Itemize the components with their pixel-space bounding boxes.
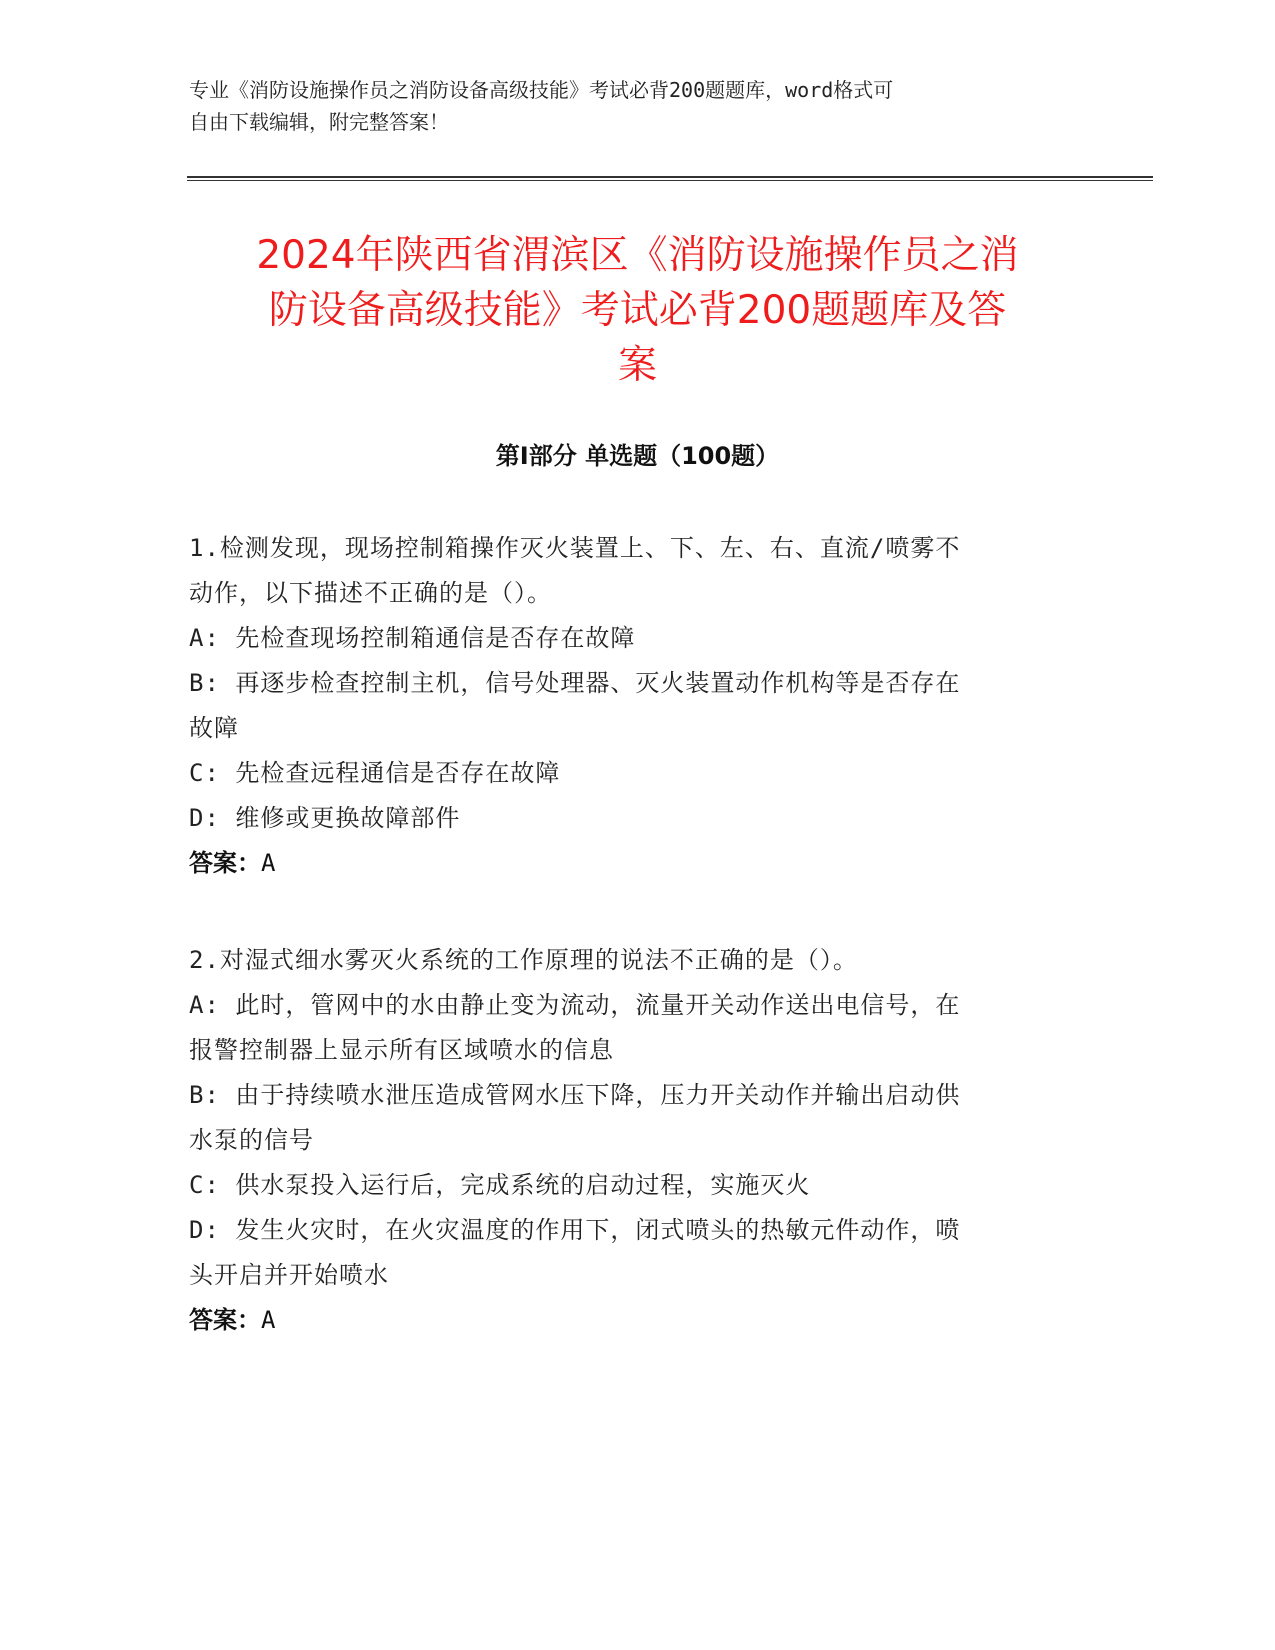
header-note-line2: 自由下载编辑，附完整答案！ [189,110,449,134]
header-note-line1: 专业《消防设施操作员之消防设备高级技能》考试必背200题题库，word格式可 [189,78,894,102]
option-b: 水泵的信号 [189,1126,314,1154]
header-note [189,74,1089,138]
option-a: 报警控制器上显示所有区域喷水的信息 [189,1036,614,1064]
answer [189,1298,1074,1343]
section-heading: 第I部分 单选题（100题） [495,442,780,470]
option-b: B: 由于持续喷水泄压造成管网水压下降，压力开关动作并输出启动供 [189,1081,961,1109]
answer-label: 答案： [189,849,261,877]
question-1 [189,526,1074,886]
title-line3: 案 [617,343,657,388]
answer [189,841,1074,886]
question-stem: 动作，以下描述不正确的是（）。 [189,579,552,607]
option-a: A: 先检查现场控制箱通信是否存在故障 [189,624,636,652]
title-line1: 2024年陕西省渭滨区《消防设施操作员之消 [256,233,1019,278]
option-b: 故障 [189,714,239,742]
option-d: D: 维修或更换故障部件 [189,804,461,832]
question-2 [189,938,1074,1343]
option-d: 头开启并开始喷水 [189,1261,389,1289]
title-line2: 防设备高级技能》考试必背200题题库及答 [268,288,1007,333]
question-stem: 1.检测发现，现场控制箱操作灭火装置上、下、左、右、直流/喷雾不 [189,534,961,562]
answer-label: 答案： [189,1306,261,1334]
answer-value: A [261,1306,276,1334]
option-b: B: 再逐步检查控制主机，信号处理器、灭火装置动作机构等是否存在 [189,669,961,697]
answer-value: A [261,849,276,877]
option-d: D: 发生火灾时，在火灾温度的作用下，闭式喷头的热敏元件动作，喷 [189,1216,961,1244]
question-stem: 2.对湿式细水雾灭火系统的工作原理的说法不正确的是（）。 [189,946,858,974]
option-a: A: 此时，管网中的水由静止变为流动，流量开关动作送出电信号，在 [189,991,961,1019]
header-divider [187,176,1153,181]
option-c: C: 供水泵投入运行后，完成系统的启动过程，实施灭火 [189,1171,811,1199]
document-title [180,228,1095,393]
option-c: C: 先检查远程通信是否存在故障 [189,759,561,787]
